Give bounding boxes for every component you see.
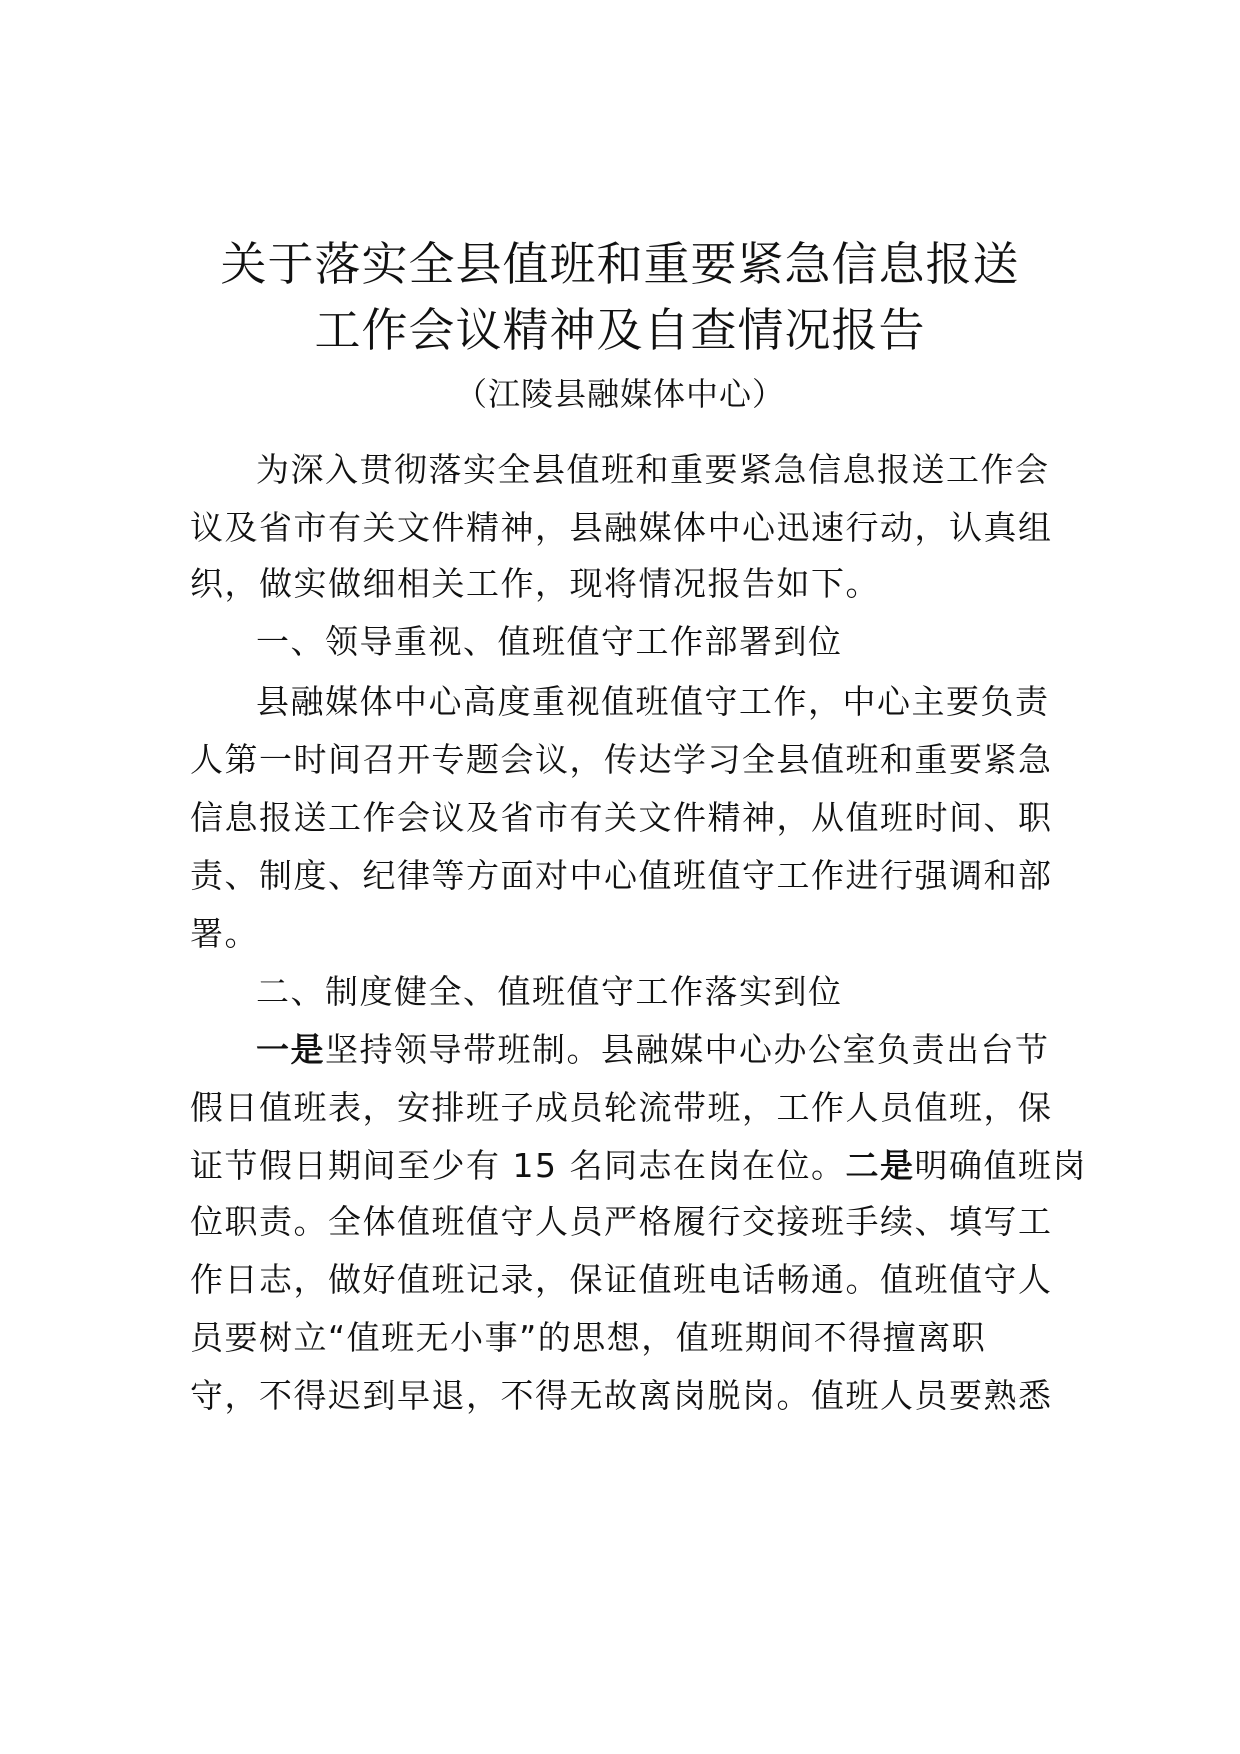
- line-text: 一、领导重视、值班值守工作部署到位: [256, 622, 843, 661]
- line-text: 人第一时间召开专题会议，传达学习全县值班和重要紧急: [190, 740, 1053, 779]
- paragraph-line: [256, 680, 1060, 724]
- paragraph-line: [256, 1028, 1060, 1072]
- emphasis-text: 二是: [845, 1146, 915, 1185]
- paragraph-line: [190, 562, 1060, 606]
- paragraph-line: [256, 970, 1060, 1014]
- line-text: 责、制度、纪律等方面对中心值班值守工作进行强调和部: [190, 856, 1053, 895]
- line-text: 议及省市有关文件精神，县融媒体中心迅速行动，认真组: [190, 508, 1053, 547]
- line-text: 假日值班表，安排班子成员轮流带班，工作人员值班，保: [190, 1088, 1053, 1127]
- paragraph-line: [190, 506, 1060, 550]
- paragraph-line: [256, 620, 1060, 664]
- document-title-line-1: 关于落实全县值班和重要紧急信息报送: [220, 237, 1020, 291]
- paragraph-line: [190, 738, 1060, 782]
- line-text: 守，不得迟到早退，不得无故离岗脱岗。值班人员要熟悉: [190, 1376, 1053, 1415]
- paragraph-line: [190, 1144, 1087, 1188]
- paragraph-line: [256, 448, 1060, 492]
- emphasis-text: 一是: [256, 1030, 325, 1069]
- line-text: 县融媒体中心高度重视值班值守工作，中心主要负责: [256, 682, 1050, 721]
- paragraph-line: [190, 1374, 1060, 1418]
- line-text: 二、制度健全、值班值守工作落实到位: [256, 972, 843, 1011]
- line-text: 证节假日期间至少有 15 名同志在岗在位。: [190, 1146, 846, 1185]
- line-text: 作日志，做好值班记录，保证值班电话畅通。值班值守人: [190, 1260, 1053, 1299]
- paragraph-line: [190, 1316, 1060, 1360]
- paragraph-line: [190, 854, 1060, 898]
- line-text: 为深入贯彻落实全县值班和重要紧急信息报送工作会: [256, 450, 1050, 489]
- paragraph-line: [190, 912, 1060, 956]
- paragraph-line: [190, 796, 1060, 840]
- paragraph-line: [190, 1200, 1060, 1244]
- document-subtitle: （江陵县融媒体中心）: [454, 375, 785, 413]
- line-text: 织，做实做细相关工作，现将情况报告如下。: [190, 564, 880, 603]
- document-title-line-2: 工作会议精神及自查情况报告: [314, 303, 926, 357]
- paragraph-line: [190, 1258, 1060, 1302]
- paragraph-line: [190, 1086, 1060, 1130]
- line-text: 信息报送工作会议及省市有关文件精神，从值班时间、职: [190, 798, 1053, 837]
- line-text: 署。: [190, 914, 259, 953]
- line-text: 坚持领导带班制。县融媒中心办公室负责出台节: [325, 1030, 1050, 1069]
- line-text: 明确值班岗: [914, 1146, 1087, 1185]
- line-text: 员要树立“值班无小事”的思想，值班期间不得擅离职: [190, 1318, 987, 1357]
- line-text: 位职责。全体值班值守人员严格履行交接班手续、填写工: [190, 1202, 1053, 1241]
